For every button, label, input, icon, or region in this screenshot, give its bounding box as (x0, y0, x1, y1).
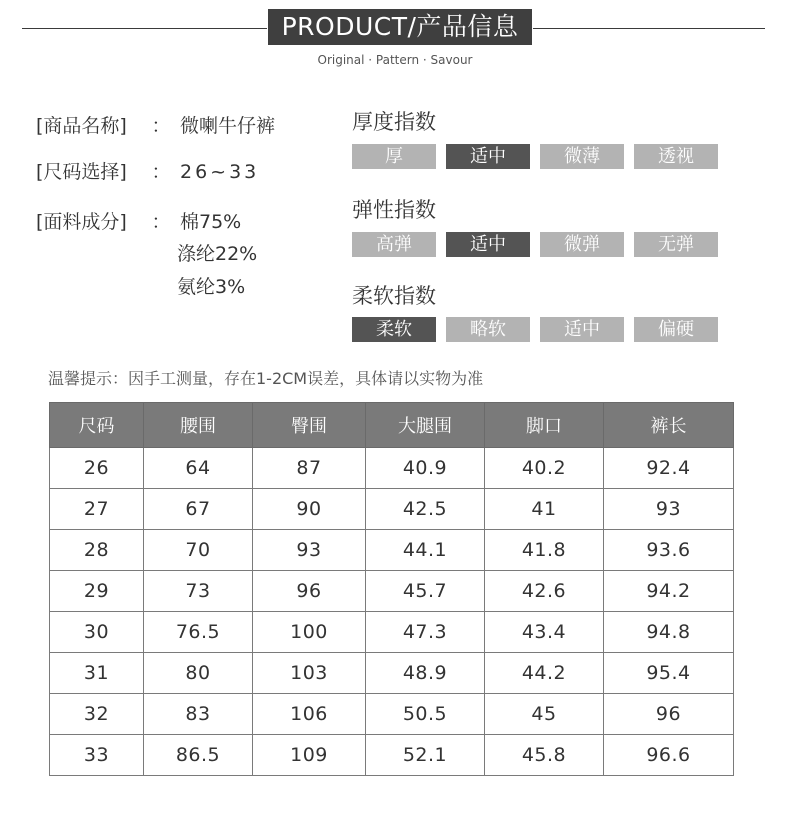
table-row (50, 571, 734, 612)
table-cell: 96 (604, 694, 734, 735)
table-cell: 33 (50, 735, 144, 776)
softness-option: 适中 (540, 317, 624, 342)
table-cell: 95.4 (604, 653, 734, 694)
table-cell: 31 (50, 653, 144, 694)
column-header: 尺码 (50, 403, 144, 448)
table-cell: 87 (253, 448, 366, 489)
info-fabric-line-2: 涤纶22% (177, 243, 258, 265)
table-cell: 109 (253, 735, 366, 776)
table-header-row (50, 403, 734, 448)
table-cell: 92.4 (604, 448, 734, 489)
table-cell: 45.8 (485, 735, 604, 776)
info-label: [商品名称] (36, 115, 127, 137)
table-cell: 40.9 (366, 448, 485, 489)
table-cell: 90 (253, 489, 366, 530)
table-cell: 40.2 (485, 448, 604, 489)
table-cell: 80 (144, 653, 253, 694)
info-label: [尺码选择] (36, 161, 127, 183)
table-cell: 30 (50, 612, 144, 653)
table-cell: 67 (144, 489, 253, 530)
info-fabric-line-3: 氨纶3% (177, 276, 246, 298)
table-row (50, 735, 734, 776)
table-cell: 26 (50, 448, 144, 489)
table-cell: 45 (485, 694, 604, 735)
info-product-name (36, 111, 275, 138)
table-cell: 44.1 (366, 530, 485, 571)
info-colon: ： (151, 115, 171, 137)
thickness-option: 厚 (352, 144, 436, 169)
header-line-right (533, 28, 765, 29)
table-row (50, 489, 734, 530)
info-value: 26~33 (180, 161, 260, 183)
table-cell: 106 (253, 694, 366, 735)
table-row (50, 653, 734, 694)
table-cell: 44.2 (485, 653, 604, 694)
table-cell: 41 (485, 489, 604, 530)
column-header: 臀围 (253, 403, 366, 448)
table-cell: 29 (50, 571, 144, 612)
table-row (50, 612, 734, 653)
table-cell: 41.8 (485, 530, 604, 571)
elasticity-index-title: 弹性指数 (352, 198, 436, 222)
info-value: 棉75% (180, 211, 242, 233)
table-cell: 42.6 (485, 571, 604, 612)
softness-option: 柔软 (352, 317, 436, 342)
table-cell: 45.7 (366, 571, 485, 612)
table-cell: 73 (144, 571, 253, 612)
elasticity-index-options (352, 232, 718, 257)
elasticity-option: 微弹 (540, 232, 624, 257)
softness-option: 偏硬 (634, 317, 718, 342)
table-cell: 70 (144, 530, 253, 571)
info-size-range (36, 157, 259, 184)
table-row (50, 530, 734, 571)
size-table (49, 402, 734, 776)
table-cell: 43.4 (485, 612, 604, 653)
info-colon: ： (151, 161, 171, 183)
softness-index-title: 柔软指数 (352, 284, 436, 308)
table-cell: 47.3 (366, 612, 485, 653)
table-cell: 48.9 (366, 653, 485, 694)
column-header: 腰围 (144, 403, 253, 448)
info-value: 微喇牛仔裤 (180, 115, 276, 137)
table-cell: 28 (50, 530, 144, 571)
info-colon: ： (151, 211, 171, 233)
column-header: 脚口 (485, 403, 604, 448)
table-cell: 96.6 (604, 735, 734, 776)
table-cell: 103 (253, 653, 366, 694)
thickness-option: 微薄 (540, 144, 624, 169)
elasticity-option: 适中 (446, 232, 530, 257)
thickness-index-options (352, 144, 718, 169)
thickness-option: 适中 (446, 144, 530, 169)
measurement-notice: 温馨提示：因手工测量，存在1-2CM误差，具体请以实物为准 (48, 369, 484, 388)
table-cell: 64 (144, 448, 253, 489)
table-cell: 76.5 (144, 612, 253, 653)
table-row (50, 694, 734, 735)
softness-index-options (352, 317, 718, 342)
table-cell: 93 (253, 530, 366, 571)
table-row (50, 448, 734, 489)
table-body (50, 448, 734, 776)
column-header: 裤长 (604, 403, 734, 448)
table-cell: 52.1 (366, 735, 485, 776)
header-line-left (22, 28, 267, 29)
table-cell: 50.5 (366, 694, 485, 735)
table-cell: 93.6 (604, 530, 734, 571)
table-cell: 83 (144, 694, 253, 735)
table-cell: 27 (50, 489, 144, 530)
thickness-index-title: 厚度指数 (352, 110, 436, 134)
page-title: PRODUCT/产品信息 (268, 9, 532, 45)
table-cell: 96 (253, 571, 366, 612)
table-cell: 42.5 (366, 489, 485, 530)
column-header: 大腿围 (366, 403, 485, 448)
table-cell: 86.5 (144, 735, 253, 776)
elasticity-option: 无弹 (634, 232, 718, 257)
table-cell: 93 (604, 489, 734, 530)
thickness-option: 透视 (634, 144, 718, 169)
page-subtitle: Original · Pattern · Savour (317, 53, 473, 67)
table-cell: 100 (253, 612, 366, 653)
softness-option: 略软 (446, 317, 530, 342)
table-cell: 32 (50, 694, 144, 735)
elasticity-option: 高弹 (352, 232, 436, 257)
info-fabric (36, 207, 241, 234)
table-cell: 94.2 (604, 571, 734, 612)
info-label: [面料成分] (36, 211, 127, 233)
table-cell: 94.8 (604, 612, 734, 653)
